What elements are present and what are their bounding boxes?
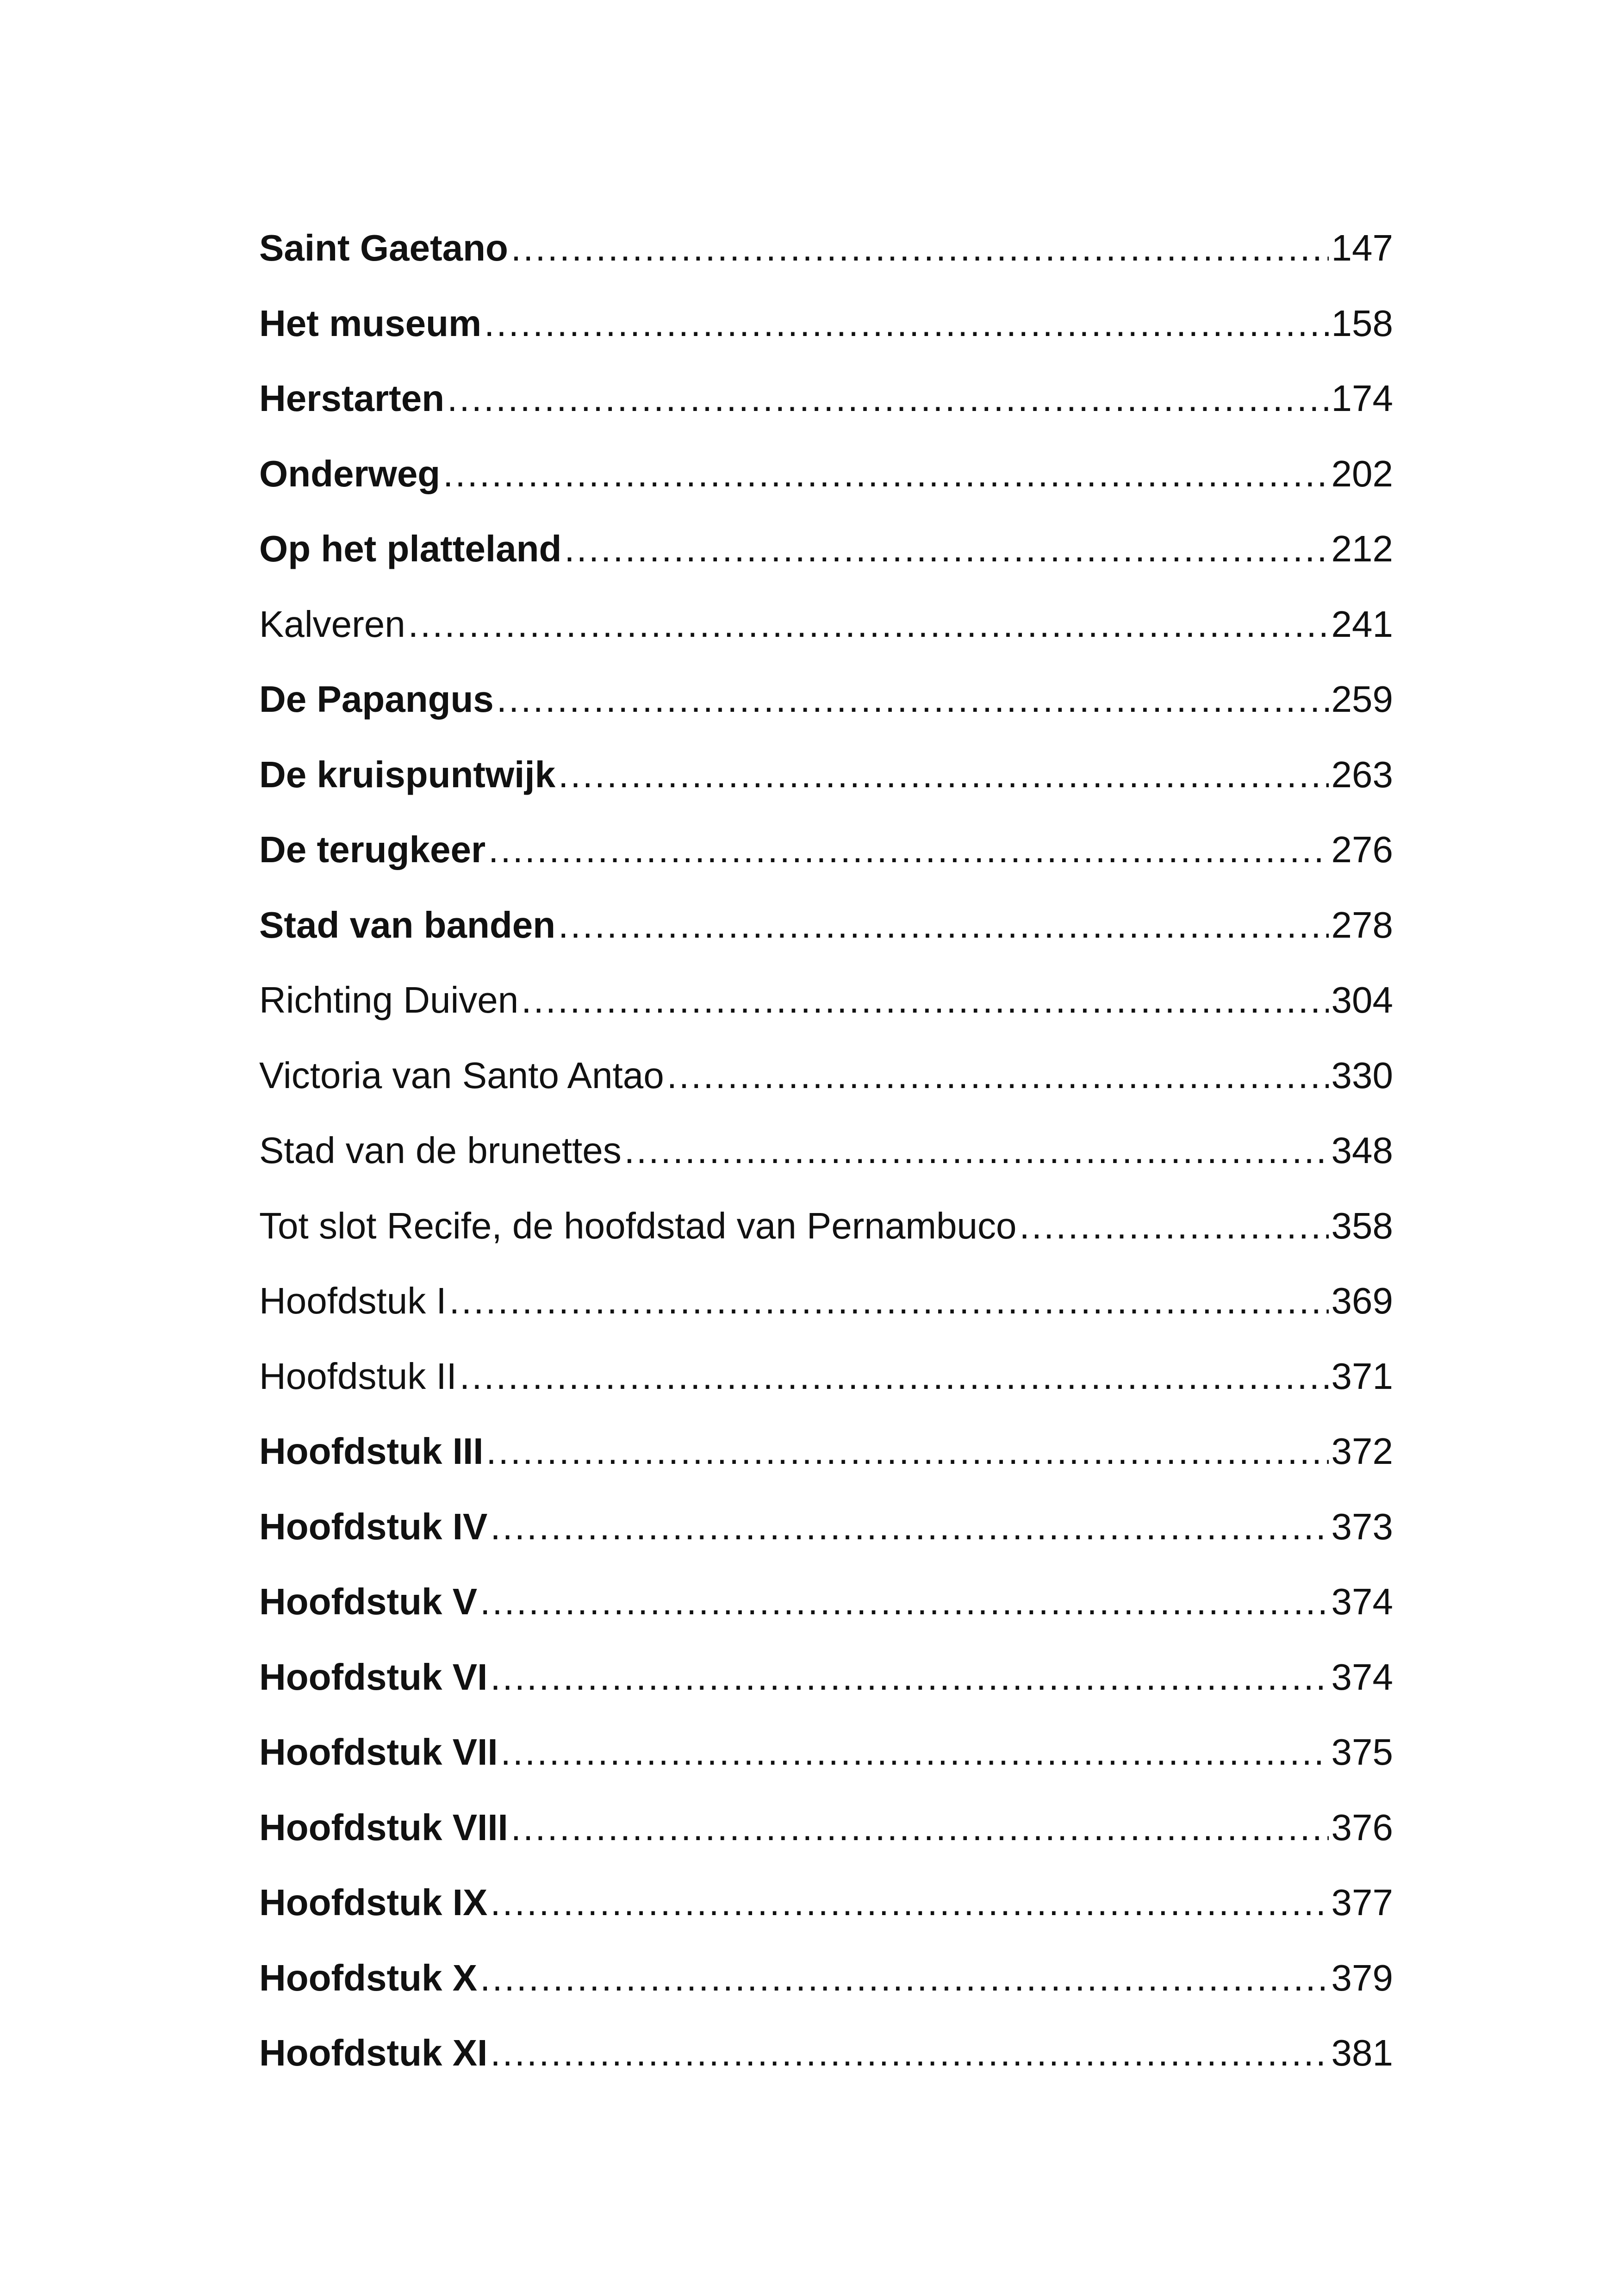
toc-entry[interactable] <box>259 511 1393 587</box>
toc-entry-page-number: 174 <box>1331 378 1393 419</box>
toc-entry-title: Victoria van Santo Antao <box>259 1054 664 1096</box>
toc-entry-page-number: 379 <box>1331 1957 1393 1998</box>
toc-entry[interactable] <box>259 286 1393 361</box>
toc-entry-page-number: 377 <box>1331 1882 1393 1923</box>
toc-dot-leader <box>480 1941 1328 2016</box>
toc-entry[interactable] <box>259 587 1393 662</box>
toc-entry-page-number: 202 <box>1331 453 1393 494</box>
toc-entry-title: Saint Gaetano <box>259 227 508 268</box>
toc-entry-page-number: 259 <box>1331 678 1393 720</box>
toc-entry-title: Hoofdstuk IV <box>259 1506 488 1547</box>
toc-dot-leader <box>511 211 1329 286</box>
toc-entry-page-number: 373 <box>1331 1506 1393 1547</box>
toc-entry-page-number: 374 <box>1331 1581 1393 1622</box>
toc-dot-leader <box>511 1790 1329 1866</box>
toc-entry-page-number: 348 <box>1331 1130 1393 1171</box>
toc-dot-leader <box>447 361 1328 436</box>
toc-entry-page-number: 278 <box>1331 904 1393 946</box>
toc-entry-page-number: 381 <box>1331 2032 1393 2073</box>
toc-entry[interactable] <box>259 1263 1393 1339</box>
toc-dot-leader <box>501 1715 1329 1790</box>
toc-entry-title: Richting Duiven <box>259 979 519 1020</box>
toc-dot-leader <box>449 1263 1329 1339</box>
toc-entry-title: Stad van banden <box>259 904 556 946</box>
toc-entry-page-number: 330 <box>1331 1054 1393 1096</box>
toc-entry-title: De terugkeer <box>259 829 486 870</box>
toc-dot-leader <box>521 963 1328 1038</box>
toc-entry-page-number: 369 <box>1331 1280 1393 1321</box>
toc-entry-title: De kruispuntwijk <box>259 753 556 795</box>
toc-entry[interactable] <box>259 436 1393 512</box>
toc-entry[interactable] <box>259 1489 1393 1565</box>
toc-entry-page-number: 158 <box>1331 302 1393 344</box>
toc-entry-page-number: 374 <box>1331 1656 1393 1698</box>
toc-entry-page-number: 276 <box>1331 829 1393 870</box>
toc-entry-title: Hoofdstuk VI <box>259 1656 488 1698</box>
toc-entry[interactable] <box>259 662 1393 737</box>
toc-entry-page-number: 212 <box>1331 528 1393 569</box>
toc-entry-title: Hoofdstuk VII <box>259 1731 498 1773</box>
toc-dot-leader <box>558 888 1328 963</box>
toc-entry-page-number: 371 <box>1331 1355 1393 1397</box>
toc-dot-leader <box>490 2016 1328 2091</box>
toc-entry-title: Hoofdstuk III <box>259 1431 484 1472</box>
toc-entry[interactable] <box>259 1564 1393 1640</box>
toc-entry-page-number: 372 <box>1331 1431 1393 1472</box>
toc-entry[interactable] <box>259 1941 1393 2016</box>
toc-entry-page-number: 304 <box>1331 979 1393 1020</box>
toc-entry[interactable] <box>259 737 1393 813</box>
toc-dot-leader <box>667 1038 1329 1114</box>
toc-entry[interactable] <box>259 361 1393 436</box>
toc-entry-title: Stad van de brunettes <box>259 1130 622 1171</box>
toc-entry-title: Op het platteland <box>259 528 562 569</box>
toc-dot-leader <box>484 286 1328 361</box>
toc-dot-leader <box>624 1113 1329 1188</box>
toc-entry[interactable] <box>259 1640 1393 1715</box>
toc-entry[interactable] <box>259 888 1393 963</box>
toc-entry-title: Hoofdstuk VIII <box>259 1806 508 1848</box>
toc-entry[interactable] <box>259 1414 1393 1489</box>
toc-entry[interactable] <box>259 1339 1393 1414</box>
toc-dot-leader <box>1020 1188 1329 1264</box>
toc-dot-leader <box>490 1640 1328 1715</box>
toc-entry-title: Hoofdstuk I <box>259 1280 447 1321</box>
toc-entry-page-number: 358 <box>1331 1205 1393 1246</box>
toc-entry-title: Hoofdstuk IX <box>259 1882 488 1923</box>
toc-entry-page-number: 376 <box>1331 1806 1393 1848</box>
toc-entry[interactable] <box>259 1790 1393 1866</box>
toc-entry[interactable] <box>259 812 1393 888</box>
toc-dot-leader <box>460 1339 1329 1414</box>
toc-entry-page-number: 375 <box>1331 1731 1393 1773</box>
toc-dot-leader <box>486 1414 1328 1489</box>
toc-entry-title: Hoofdstuk XI <box>259 2032 488 2073</box>
toc-entry[interactable] <box>259 1188 1393 1264</box>
toc-entry[interactable] <box>259 1715 1393 1790</box>
toc-dot-leader <box>408 587 1329 662</box>
toc-dot-leader <box>490 1489 1328 1565</box>
toc-entry[interactable] <box>259 211 1393 286</box>
toc-entry[interactable] <box>259 2016 1393 2091</box>
toc-dot-leader <box>488 812 1328 888</box>
toc-dot-leader <box>490 1865 1328 1941</box>
toc-dot-leader <box>564 511 1328 587</box>
toc-entry-title: Onderweg <box>259 453 441 494</box>
toc-entry-page-number: 263 <box>1331 753 1393 795</box>
toc-dot-leader <box>558 737 1328 813</box>
toc-entry-page-number: 241 <box>1331 603 1393 645</box>
toc-entry[interactable] <box>259 1038 1393 1114</box>
toc-dot-leader <box>480 1564 1328 1640</box>
toc-entry-title: Hoofdstuk X <box>259 1957 478 1998</box>
toc-entry-title: Kalveren <box>259 603 405 645</box>
toc-dot-leader <box>497 662 1329 737</box>
toc-entry-title: Tot slot Recife, de hoofdstad van Pernambuco <box>259 1205 1017 1246</box>
toc-entry-title: Het museum <box>259 302 482 344</box>
toc-entry-title: Hoofdstuk II <box>259 1355 457 1397</box>
toc-entry[interactable] <box>259 1865 1393 1941</box>
table-of-contents <box>259 211 1393 2091</box>
toc-entry-title: Hoofdstuk V <box>259 1581 478 1622</box>
toc-dot-leader <box>443 436 1328 512</box>
toc-entry[interactable] <box>259 1113 1393 1188</box>
toc-entry-title: Herstarten <box>259 378 445 419</box>
toc-entry-page-number: 147 <box>1331 227 1393 268</box>
toc-entry-title: De Papangus <box>259 678 494 720</box>
toc-entry[interactable] <box>259 963 1393 1038</box>
